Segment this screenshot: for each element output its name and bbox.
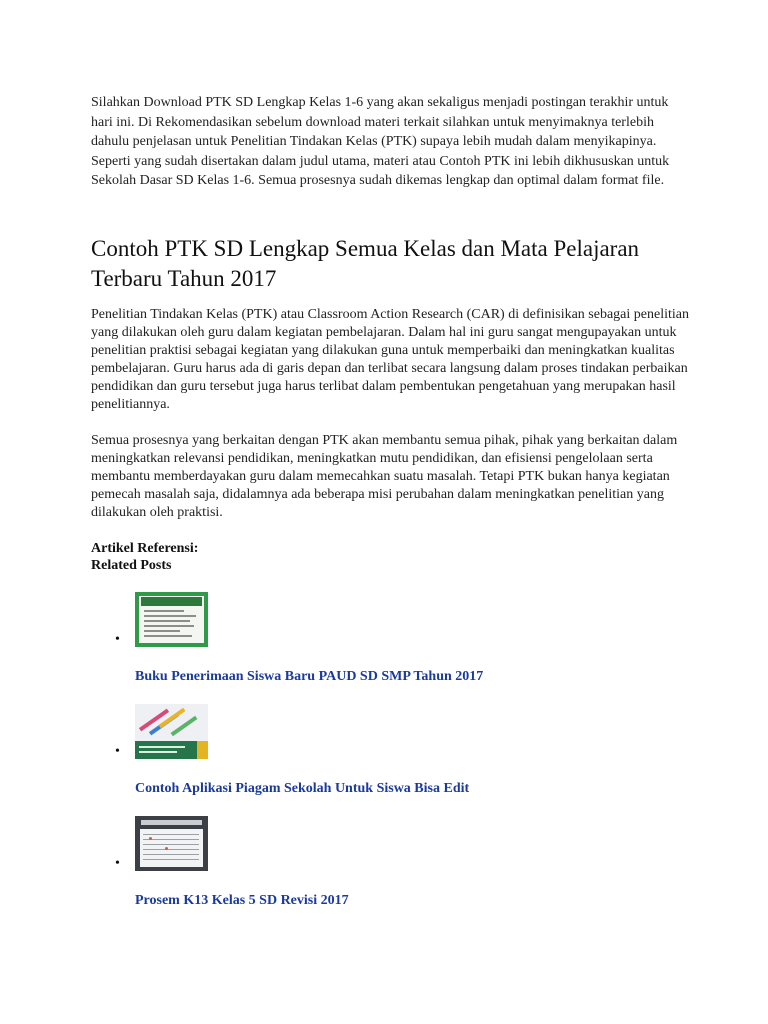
article-reference-label: Artikel Referensi: bbox=[91, 541, 199, 556]
document-thumbnail-green-icon[interactable] bbox=[135, 592, 208, 647]
section-heading: Contoh PTK SD Lengkap Semua Kelas dan Mata Pelajaran Terbaru Tahun 2017 bbox=[91, 236, 640, 291]
body-paragraph-1: Penelitian Tindakan Kelas (PTK) atau Classroom Action Research (CAR) di definisikan sebagai penelitian yang dilakukan oleh guru dalam kegiatan pembelajaran. Dalam hal ini guru sangat mengupayakan untuk penelitian praktisi sebagai kegiatan yang dilakukan guna untuk memperbaiki dan meningkatkan kualitas pembelajaran. Guru harus ada di garis depan dan terlibat secara langsung dalam proses tindakan perbaikan pendidikan dan guru tersebut juga harus terlibat dalam pembentukan pengetahuan yang merupakan hasil penelitiannya. bbox=[91, 307, 689, 412]
list-bullet: • bbox=[115, 856, 120, 871]
related-post-link[interactable]: Buku Penerimaan Siswa Baru PAUD SD SMP Tahun 2017 bbox=[135, 669, 484, 684]
certificate-thumbnail-icon[interactable] bbox=[135, 704, 208, 759]
spreadsheet-thumbnail-dark-icon[interactable] bbox=[135, 816, 208, 871]
related-post-link[interactable]: Prosem K13 Kelas 5 SD Revisi 2017 bbox=[135, 893, 349, 908]
list-bullet: • bbox=[115, 744, 120, 759]
body-paragraph-2: Semua prosesnya yang berkaitan dengan PTK akan membantu semua pihak, pihak yang berkaitan dalam meningkatkan relevansi pendidikan, meningkatkan mutu pendidikan, dan efisiensi pengelolaan serta membantu memberdayakan guru dalam memecahkan suatu masalah. Tetapi PTK bukan hanya kegiatan pemecah masalah saja, didalamnya ada beberapa misi perubahan dalam meningkatkan penelitian yang dilakukan oleh praktisi. bbox=[91, 433, 678, 520]
list-bullet: • bbox=[115, 632, 120, 647]
related-posts-label: Related Posts bbox=[91, 558, 172, 573]
related-post-link[interactable]: Contoh Aplikasi Piagam Sekolah Untuk Siswa Bisa Edit bbox=[135, 781, 470, 796]
intro-paragraph: Silahkan Download PTK SD Lengkap Kelas 1-6 yang akan sekaligus menjadi postingan terakhir untuk hari ini. Di Rekomendasikan sebelum download materi terkait silahkan untuk menyimaknya terlebih dahulu penjelasan untuk Penelitian Tindakan Kelas (PTK) supaya lebih mudah dalam menyikapinya. Seperti yang sudah disertakan dalam judul utama, materi atau Contoh PTK ini lebih dikhususkan untuk Sekolah Dasar SD Kelas 1-6. Semua prosesnya sudah dikemas lengkap dan optimal dalam format file. bbox=[91, 95, 670, 188]
